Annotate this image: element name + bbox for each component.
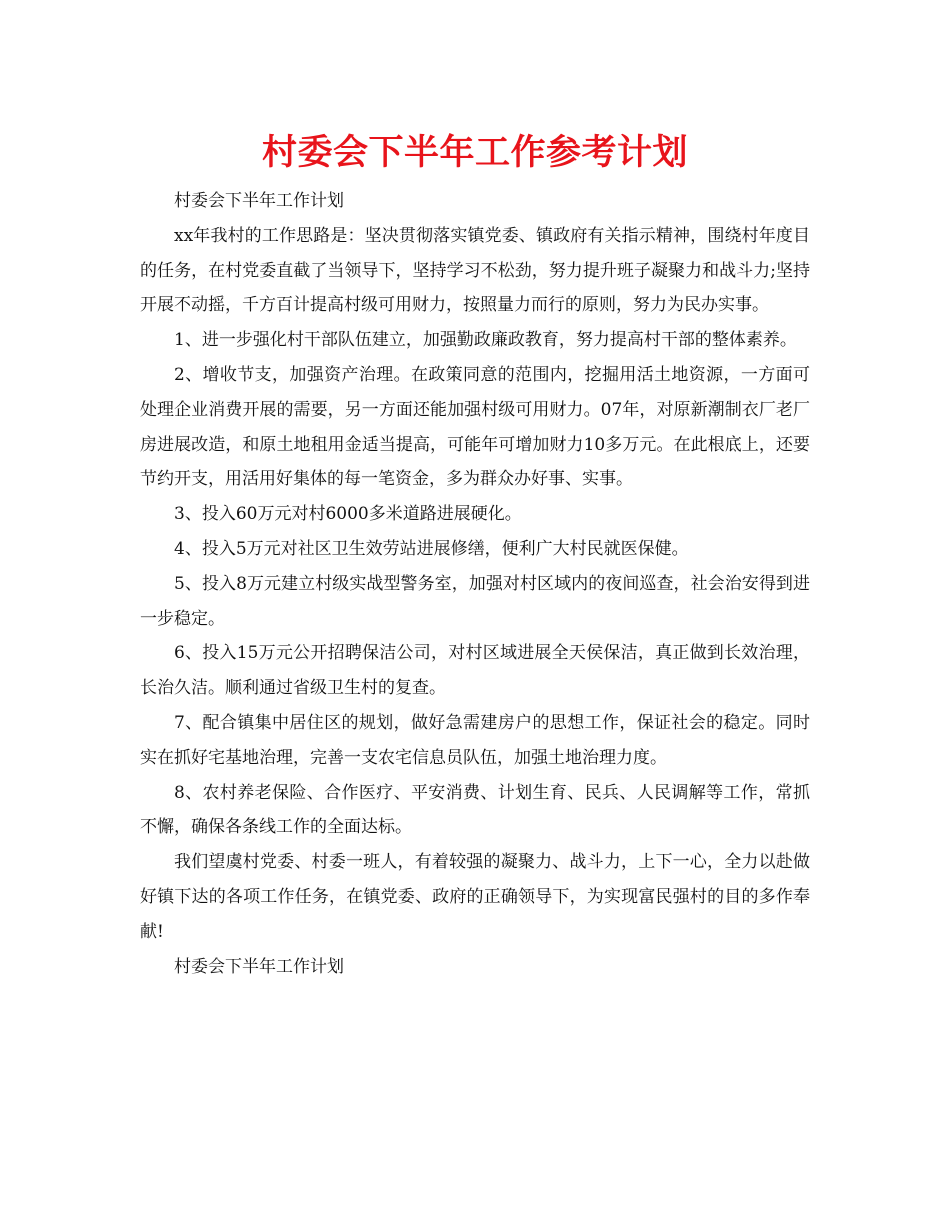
item-paragraph-7: 7、配合镇集中居住区的规划，做好急需建房户的思想工作，保证社会的稳定。同时实在抓好宅基地治理，完善一支农宅信息员队伍，加强土地治理力度。 [140, 712, 810, 768]
item-paragraph-8: 8、农村养老保险、合作医疗、平安消费、计划生育、民兵、人民调解等工作，常抓不懈，确保各条线工作的全面达标。 [140, 782, 810, 838]
item-paragraph-4: 4、投入5万元对社区卫生效劳站进展修缮，便利广大村民就医保健。 [174, 538, 689, 559]
item-paragraph-3: 3、投入60万元对村6000多米道路进展硬化。 [174, 504, 522, 525]
item-paragraph-1: 1、进一步强化村干部队伍建立，加强勤政廉政教育，努力提高村干部的整体素养。 [174, 330, 797, 351]
closing-paragraph: 我们望虞村党委、村委一班人，有着较强的凝聚力、战斗力，上下一心，全力以赴做好镇下达的各项工作任务，在镇党委、政府的正确领导下，为实现富民强村的目的多作奉献! [140, 852, 810, 942]
item-paragraph-6: 6、投入15万元公开招聘保洁公司，对村区域进展全天侯保洁，真正做到长效治理，长治久洁。顺利通过省级卫生村的复查。 [140, 643, 810, 699]
item-paragraph-5: 5、投入8万元建立村级实战型警务室，加强对村区域内的夜间巡查，社会治安得到进一步稳定。 [140, 573, 810, 629]
footer-subtitle-paragraph: 村委会下半年工作计划 [174, 956, 344, 977]
item-paragraph-2: 2、增收节支，加强资产治理。在政策同意的范围内，挖掘用活土地资源，一方面可处理企业消费开展的需要，另一方面还能加强村级可用财力。07年，对原新潮制衣厂老厂房进展改造，和原土地租用金适当提高，可能年可增加财力10多万元。在此根底上，还要节约开支，用活用好集体的每一笔资金，多为群众办好事、实事。 [140, 364, 810, 490]
document-title: 村委会下半年工作参考计划 [261, 132, 688, 173]
intro-paragraph: xx年我村的工作思路是：坚决贯彻落实镇党委、镇政府有关指示精神，围绕村年度目的任务，在村党委直截了当领导下，坚持学习不松劲，努力提升班子凝聚力和战斗力;坚持开展不动摇，千方百计提高村级可用财力，按照量力而行的原则，努力为民办实事。 [140, 225, 810, 316]
document-page [140, 122, 810, 984]
subtitle-paragraph: 村委会下半年工作计划 [174, 191, 344, 211]
